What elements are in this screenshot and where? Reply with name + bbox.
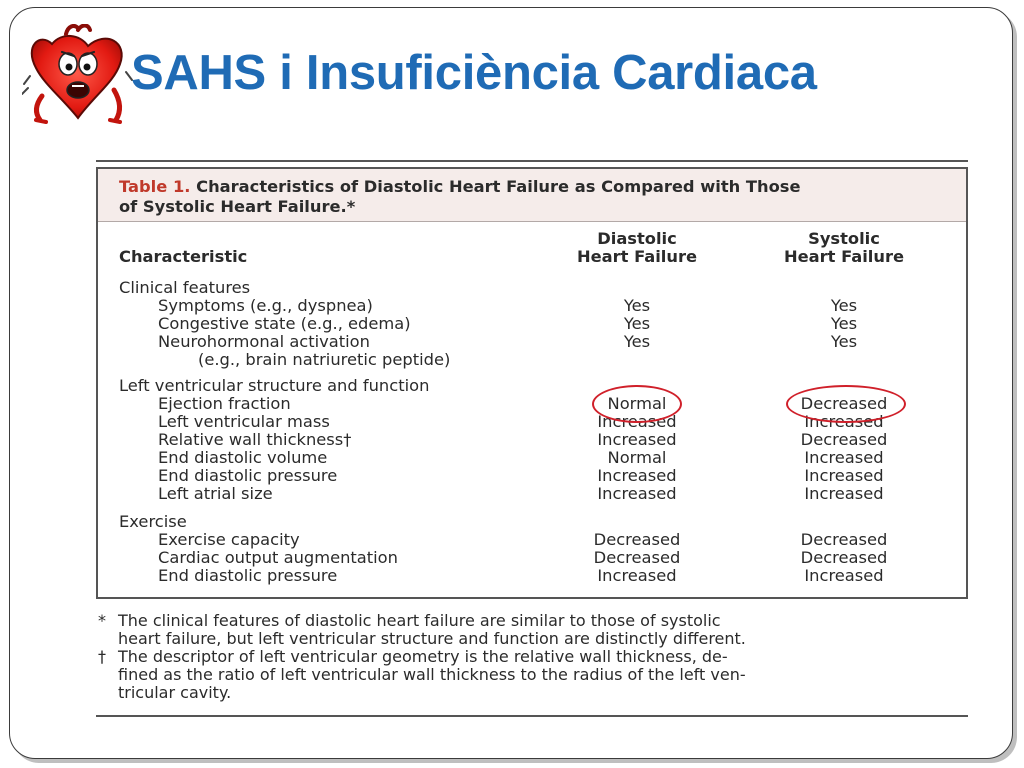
header-characteristic: Characteristic: [119, 247, 248, 266]
row-systolic-value: Increased: [804, 484, 884, 503]
section-title-exercise: Exercise: [119, 512, 187, 531]
highlight-ellipse-diastolic-ef: [592, 385, 682, 423]
row-systolic-value: Yes: [830, 296, 858, 315]
row-diastolic-value: Increased: [597, 412, 677, 431]
row-label: Left ventricular mass: [158, 412, 330, 431]
row-diastolic-value: Increased: [597, 430, 677, 449]
row-systolic-value: Decreased: [800, 548, 888, 567]
footnote-line: The clinical features of diastolic heart failure are similar to those of systolic: [118, 611, 721, 630]
row-systolic-value: Decreased: [800, 394, 888, 413]
row-systolic-value: Increased: [804, 466, 884, 485]
row-label: Left atrial size: [158, 484, 273, 503]
highlight-ellipse-systolic-ef: [786, 385, 906, 423]
row-label: End diastolic volume: [158, 448, 328, 467]
row-label: Ejection fraction: [158, 394, 291, 413]
row-systolic-value: Yes: [830, 314, 858, 333]
row-label: Relative wall thickness†: [158, 430, 352, 449]
row-label: (e.g., brain natriuretic peptide): [198, 350, 451, 369]
row-systolic-value: Decreased: [800, 430, 888, 449]
slide-title: SAHS i Insuficiència Cardiaca: [131, 46, 817, 100]
row-diastolic-value: Decreased: [593, 548, 681, 567]
row-diastolic-value: Increased: [597, 466, 677, 485]
row-diastolic-value: Increased: [597, 484, 677, 503]
footnote-line: The descriptor of left ventricular geometry is the relative wall thickness, de-: [118, 647, 728, 666]
footnote-line: tricular cavity.: [118, 683, 232, 702]
row-diastolic-value: Normal: [607, 394, 667, 413]
row-systolic-value: Increased: [804, 566, 884, 585]
row-label: Congestive state (e.g., edema): [158, 314, 411, 333]
table-caption: [119, 177, 949, 217]
table-bottom-rule: [96, 715, 968, 717]
header-diastolic-line2: Heart Failure: [576, 247, 698, 266]
section-title-clinical: Clinical features: [119, 278, 251, 297]
table-top-rule: [96, 160, 968, 162]
row-diastolic-value: Yes: [623, 296, 651, 315]
row-systolic-value: Increased: [804, 412, 884, 431]
row-diastolic-value: Increased: [597, 566, 677, 585]
row-label: Neurohormonal activation: [158, 332, 370, 351]
section-title-lv: Left ventricular structure and function: [119, 376, 430, 395]
table-caption-label: Table 1.: [119, 177, 191, 196]
row-label: End diastolic pressure: [158, 466, 338, 485]
row-label: End diastolic pressure: [158, 566, 338, 585]
row-diastolic-value: Yes: [623, 332, 651, 351]
header-diastolic-line1: Diastolic: [597, 229, 677, 248]
row-diastolic-value: Decreased: [593, 530, 681, 549]
header-systolic-line2: Heart Failure: [783, 247, 905, 266]
row-systolic-value: Decreased: [800, 530, 888, 549]
header-systolic-line1: Systolic: [808, 229, 880, 248]
table-caption-line2: of Systolic Heart Failure.*: [119, 197, 356, 216]
footnote-mark: *: [98, 611, 106, 630]
row-diastolic-value: Yes: [623, 314, 651, 333]
footnote-line: fined as the ratio of left ventricular wall thickness to the radius of the left ven-: [118, 665, 746, 684]
scared-heart-cartoon-icon: [22, 24, 134, 128]
table-caption-band: [98, 169, 966, 222]
row-systolic-value: Yes: [830, 332, 858, 351]
table-caption-line1: Characteristics of Diastolic Heart Failure as Compared with Those: [196, 177, 801, 196]
comparison-table: [96, 167, 968, 599]
row-label: Symptoms (e.g., dyspnea): [158, 296, 373, 315]
row-label: Exercise capacity: [158, 530, 300, 549]
row-diastolic-value: Normal: [607, 448, 667, 467]
footnote-line: heart failure, but left ventricular structure and function are distinctly different.: [118, 629, 746, 648]
row-label: Cardiac output augmentation: [158, 548, 398, 567]
row-systolic-value: Increased: [804, 448, 884, 467]
footnote-mark: †: [98, 647, 106, 666]
